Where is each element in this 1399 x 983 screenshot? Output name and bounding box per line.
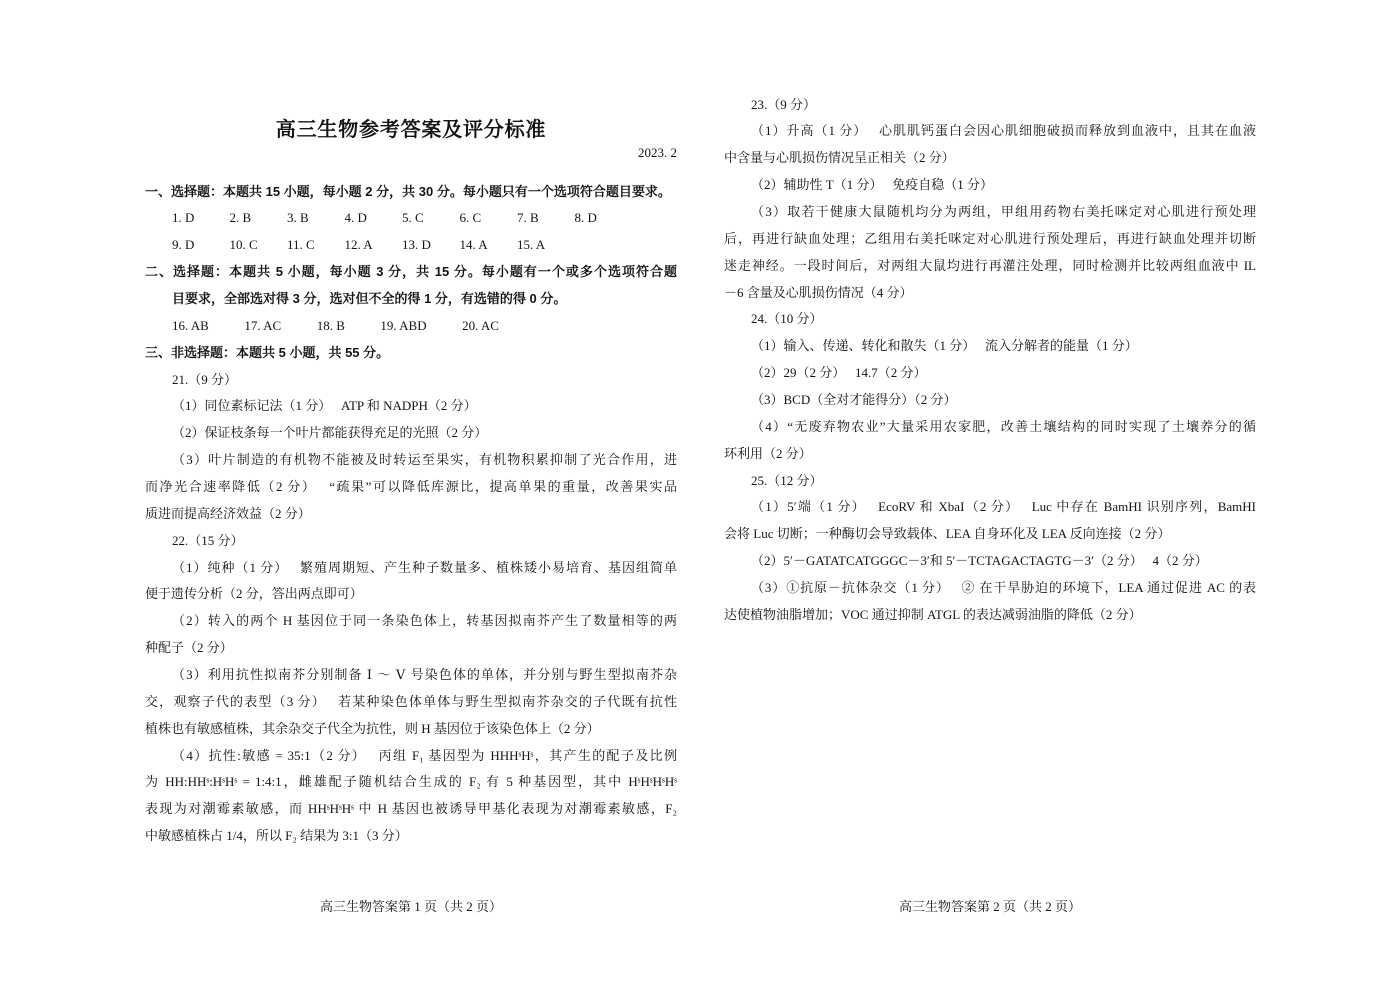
answer-13: 13. D xyxy=(402,237,431,253)
q21-line-3: （3）叶片制造的有机物不能被及时转运至果实，有机物积累抑制了光合作用，进 xyxy=(172,452,677,468)
q22-line-1: （1）纯种（1 分） 繁殖周期短、产生种子数量多、植株矮小易培育、基因组简单 xyxy=(172,559,677,575)
part1-answers-row2 xyxy=(145,232,677,259)
q23-line-5: 后，再进行缺血处理；乙组用右美托咪定对心肌进行预处理后，再进行缺血处理并切断 xyxy=(724,230,1256,246)
answer-6: 6. C xyxy=(459,210,482,226)
q21-line-5: 质进而提高经济效益（2 分） xyxy=(145,505,311,521)
answer-18: 18. B xyxy=(316,317,345,333)
answer-10: 10. C xyxy=(229,237,258,253)
q21-header: 21.（9 分） xyxy=(172,371,238,387)
q23-line-7: －6 含量及心肌损伤情况（4 分） xyxy=(724,284,913,300)
answer-19: 19. ABD xyxy=(380,317,427,333)
part1-heading: 一、选择题：本题共 15 小题，每小题 2 分，共 30 分。每小题只有一个选项符合题目要求。 xyxy=(145,183,671,199)
q25-line-4: （3）①抗原－抗体杂交（1 分） ② 在干旱胁迫的环境下，LEA 通过促进 AC 的表 xyxy=(751,580,1256,596)
q25-line-3: （2）5′－GATATCATGGGC－3′和 5′－TCTAGACTAGTG－3′（2 分） 4（2 分） xyxy=(751,553,1208,569)
answer-16: 16. AB xyxy=(172,317,209,333)
answer-1: 1. D xyxy=(172,210,195,226)
page-1-column xyxy=(145,179,677,850)
answer-2: 2. B xyxy=(229,210,252,226)
q24-line-1: （1）输入、传递、转化和散失（1 分） 流入分解者的能量（1 分） xyxy=(751,338,1138,354)
q22-line-9: 为 HH:HHˢ:HˢHˢ = 1:4:1，雌雄配子随机结合生成的 F₂ 有 5 种基因型，其中 HˢHˢHˢHˢ xyxy=(145,774,677,790)
answer-7: 7. B xyxy=(517,210,539,226)
answer-12: 12. A xyxy=(344,237,373,253)
q23-line-4: （3）取若干健康大鼠随机均分为两组，甲组用药物右美托咪定对心肌进行预处理 xyxy=(751,204,1256,219)
q22-line-3: （2）转入的两个 H 基因位于同一条染色体上，转基因拟南芥产生了数量相等的两 xyxy=(172,613,677,629)
q22-line-7: 植株也有敏感植株，其余杂交子代全为抗性，则 H 基因位于该染色体上（2 分） xyxy=(145,720,600,736)
page-2-footer: 高三生物答案第 2 页（共 2 页） xyxy=(898,898,1081,914)
q23-line-6: 迷走神经。一段时间后，对两组大鼠均进行再灌注处理，同时检测并比较两组血液中 IL xyxy=(724,257,1256,273)
answer-20: 20. AC xyxy=(462,317,499,333)
q22-line-2: 便于遗传分析（2 分，答出两点即可） xyxy=(145,586,363,602)
q22-line-4: 种配子（2 分） xyxy=(145,640,233,656)
q24-line-4: （4）“无废弃物农业”大量采用农家肥，改善土壤结构的同时实现了土壤养分的循 xyxy=(751,418,1256,434)
answer-9: 9. D xyxy=(172,237,195,253)
answer-4: 4. D xyxy=(344,210,367,226)
q25-line-2: 会将 Luc 切断；一种酶切会导致载体、LEA 自身环化及 LEA 反向连接（2 分） xyxy=(724,526,1171,542)
q23-line-2: 中含量与心肌损伤情况呈正相关（2 分） xyxy=(724,150,955,166)
answer-15: 15. A xyxy=(517,237,546,253)
q25-line-1: （1）5′端（1 分） EcoRV 和 XbaI（2 分） Luc 中存在 BamHI 识别序列，BamHI xyxy=(751,499,1256,515)
part3-heading: 三、非选择题：本题共 5 小题，共 55 分。 xyxy=(145,344,390,360)
q21-line-2: （2）保证枝条每一个叶片都能获得充足的光照（2 分） xyxy=(172,425,488,441)
q22-line-6: 交，观察子代的表型（3 分） 若某种染色体单体与野生型拟南芥杂交的子代既有抗性 xyxy=(145,693,677,709)
part2-heading-line-2: 目要求，全部选对得 3 分，选对但不全的得 1 分，有选错的得 0 分。 xyxy=(172,291,567,306)
answer-17: 17. AC xyxy=(244,317,282,333)
page-1-footer: 高三生物答案第 1 页（共 2 页） xyxy=(319,898,502,914)
answer-5: 5. C xyxy=(402,210,424,226)
part2-heading-line-1: 二、选择题：本题共 5 小题，每小题 3 分，共 15 分。每小题有一个或多个选项符合题 xyxy=(145,264,677,280)
q24-line-2: （2）29（2 分） 14.7（2 分） xyxy=(751,365,927,381)
q24-line-5: 环利用（2 分） xyxy=(724,445,812,461)
answer-3: 3. B xyxy=(287,210,309,226)
answer-14: 14. A xyxy=(459,237,488,253)
q24-line-3: （3）BCD（全对才能得分）（2 分） xyxy=(751,392,957,408)
q25-line-5: 达使植物油脂增加；VOC 通过抑制 ATGL 的表达减弱油脂的降低（2 分） xyxy=(724,606,1142,622)
q21-line-1: （1）同位素标记法（1 分） ATP 和 NADPH（2 分） xyxy=(172,398,477,414)
answer-11: 11. C xyxy=(287,237,315,253)
q23-header: 23.（9 分） xyxy=(751,96,817,112)
document-title: 高三生物参考答案及评分标准 xyxy=(275,119,547,141)
q22-line-11: 中敏感植株占 1/4，所以 F₂ 结果为 3:1（3 分） xyxy=(145,828,408,844)
document-date: 2023. 2 xyxy=(638,144,677,160)
q23-line-3: （2）辅助性 T（1 分） 免疫自稳（1 分） xyxy=(751,177,993,193)
answer-8: 8. D xyxy=(574,210,597,226)
q22-line-5: （3）利用抗性拟南芥分别制备 Ⅰ ～ Ⅴ 号染色体的单体，并分别与野生型拟南芥杂 xyxy=(172,667,677,683)
part1-answers-row1 xyxy=(145,205,677,232)
part2-answers xyxy=(145,313,677,340)
q22-header: 22.（15 分） xyxy=(172,532,244,548)
page-2-column xyxy=(724,92,1256,629)
q22-line-8: （4）抗性:敏感 = 35:1（2 分） 丙组 F₁ 基因型为 HHHˢHˢ，其产生的配子及比例 xyxy=(172,747,677,763)
q25-header: 25.（12 分） xyxy=(751,472,823,488)
q24-header: 24.（10 分） xyxy=(751,311,823,327)
q23-line-1: （1）升高（1 分） 心肌肌钙蛋白会因心肌细胞破损而释放到血液中，且其在血液 xyxy=(751,123,1256,139)
q21-line-4: 而净光合速率降低（2 分） “疏果”可以降低库源比，提高单果的重量，改善果实品 xyxy=(145,479,677,495)
q22-line-10: 表现为对潮霉素敏感，而 HHˢHˢHˢ 中 H 基因也被诱导甲基化表现为对潮霉素敏感，F₂ xyxy=(145,801,677,817)
